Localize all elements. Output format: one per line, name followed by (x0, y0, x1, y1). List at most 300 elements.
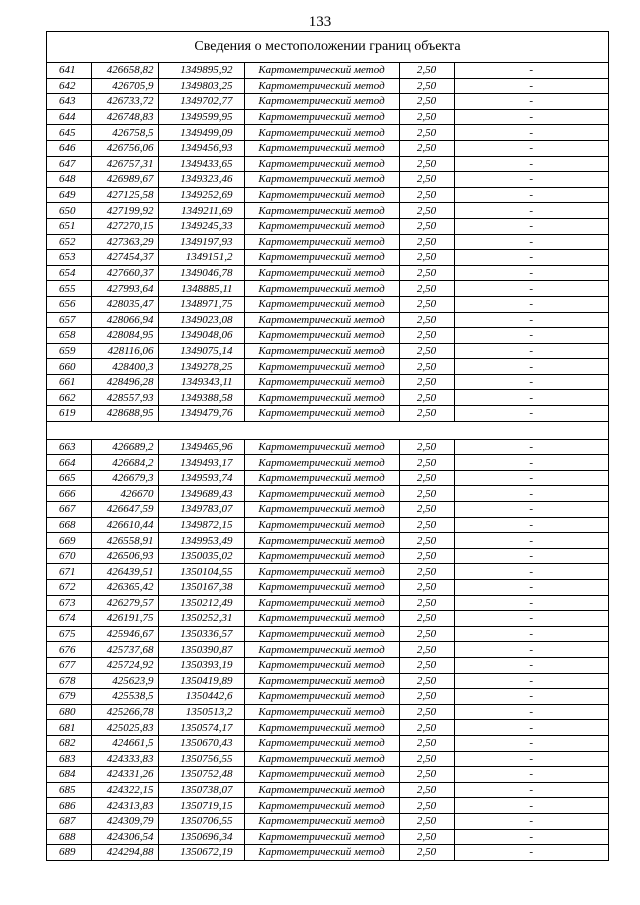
coord-y-cell: 1349323,46 (158, 172, 244, 188)
table-row (47, 78, 608, 94)
coord-x-cell: 425623,9 (91, 673, 158, 689)
method-cell: Картометрический метод (244, 829, 399, 845)
method-cell: Картометрический метод (244, 782, 399, 798)
description-cell: - (454, 125, 608, 141)
accuracy-cell: 2,50 (399, 470, 454, 486)
accuracy-cell: 2,50 (399, 234, 454, 250)
coord-y-cell: 1349046,78 (158, 265, 244, 281)
coord-y-cell: 1350574,17 (158, 720, 244, 736)
point-number-cell: 645 (47, 125, 91, 141)
coord-y-cell: 1350390,87 (158, 642, 244, 658)
method-cell: Картометрический метод (244, 564, 399, 580)
point-number-cell: 643 (47, 94, 91, 110)
point-number-cell: 680 (47, 704, 91, 720)
method-cell: Картометрический метод (244, 626, 399, 642)
description-cell: - (454, 564, 608, 580)
method-cell: Картометрический метод (244, 125, 399, 141)
point-number-cell: 674 (47, 611, 91, 627)
method-cell: Картометрический метод (244, 704, 399, 720)
coord-x-cell: 426748,83 (91, 109, 158, 125)
table-row (47, 533, 608, 549)
coord-x-cell: 426647,59 (91, 502, 158, 518)
accuracy-cell: 2,50 (399, 439, 454, 455)
description-cell: - (454, 611, 608, 627)
description-cell: - (454, 470, 608, 486)
description-cell: - (454, 234, 608, 250)
method-cell: Картометрический метод (244, 548, 399, 564)
accuracy-cell: 2,50 (399, 517, 454, 533)
method-cell: Картометрический метод (244, 767, 399, 783)
method-cell: Картометрический метод (244, 689, 399, 705)
table-row (47, 470, 608, 486)
coord-y-cell: 1349278,25 (158, 359, 244, 375)
coord-y-cell: 1349197,93 (158, 234, 244, 250)
description-cell: - (454, 548, 608, 564)
accuracy-cell: 2,50 (399, 782, 454, 798)
coord-y-cell: 1348971,75 (158, 296, 244, 312)
coord-y-cell: 1350252,31 (158, 611, 244, 627)
description-cell: - (454, 673, 608, 689)
method-cell: Картометрический метод (244, 673, 399, 689)
accuracy-cell: 2,50 (399, 657, 454, 673)
accuracy-cell: 2,50 (399, 63, 454, 78)
coord-y-cell: 1348885,11 (158, 281, 244, 297)
accuracy-cell: 2,50 (399, 94, 454, 110)
coord-x-cell: 428116,06 (91, 343, 158, 359)
accuracy-cell: 2,50 (399, 125, 454, 141)
method-cell: Картометрический метод (244, 203, 399, 219)
accuracy-cell: 2,50 (399, 829, 454, 845)
method-cell: Картометрический метод (244, 470, 399, 486)
coord-y-cell: 1349388,58 (158, 390, 244, 406)
point-number-cell: 649 (47, 187, 91, 203)
accuracy-cell: 2,50 (399, 845, 454, 860)
point-number-cell: 650 (47, 203, 91, 219)
method-cell: Картометрический метод (244, 265, 399, 281)
description-cell: - (454, 250, 608, 266)
coord-y-cell: 1349048,06 (158, 328, 244, 344)
coord-y-cell: 1350706,55 (158, 813, 244, 829)
table-row (47, 689, 608, 705)
description-cell: - (454, 642, 608, 658)
method-cell: Картометрический метод (244, 720, 399, 736)
table-row (47, 94, 608, 110)
table-row (47, 829, 608, 845)
coord-y-cell: 1349433,65 (158, 156, 244, 172)
accuracy-cell: 2,50 (399, 626, 454, 642)
coord-y-cell: 1350752,48 (158, 767, 244, 783)
table-row (47, 751, 608, 767)
description-cell: - (454, 829, 608, 845)
coord-y-cell: 1350696,34 (158, 829, 244, 845)
coord-y-cell: 1350442,6 (158, 689, 244, 705)
table-row (47, 156, 608, 172)
accuracy-cell: 2,50 (399, 328, 454, 344)
accuracy-cell: 2,50 (399, 751, 454, 767)
method-cell: Картометрический метод (244, 813, 399, 829)
coord-x-cell: 427199,92 (91, 203, 158, 219)
coord-y-cell: 1349493,17 (158, 455, 244, 471)
method-cell: Картометрический метод (244, 218, 399, 234)
coord-y-cell: 1349803,25 (158, 78, 244, 94)
method-cell: Картометрический метод (244, 78, 399, 94)
method-cell: Картометрический метод (244, 798, 399, 814)
method-cell: Картометрический метод (244, 156, 399, 172)
table-row (47, 218, 608, 234)
coord-y-cell: 1350756,55 (158, 751, 244, 767)
table-row (47, 250, 608, 266)
coord-x-cell: 425538,5 (91, 689, 158, 705)
coord-y-cell: 1349895,92 (158, 63, 244, 78)
point-number-cell: 664 (47, 455, 91, 471)
accuracy-cell: 2,50 (399, 689, 454, 705)
method-cell: Картометрический метод (244, 657, 399, 673)
coord-x-cell: 426365,42 (91, 580, 158, 596)
point-number-cell: 677 (47, 657, 91, 673)
point-number-cell: 668 (47, 517, 91, 533)
point-number-cell: 684 (47, 767, 91, 783)
method-cell: Картометрический метод (244, 250, 399, 266)
coord-y-cell: 1350719,15 (158, 798, 244, 814)
point-number-cell: 647 (47, 156, 91, 172)
method-cell: Картометрический метод (244, 533, 399, 549)
accuracy-cell: 2,50 (399, 140, 454, 156)
coordinates-table-body (47, 63, 608, 860)
accuracy-cell: 2,50 (399, 218, 454, 234)
coord-x-cell: 428557,93 (91, 390, 158, 406)
point-number-cell: 672 (47, 580, 91, 596)
table-row (47, 125, 608, 141)
description-cell: - (454, 486, 608, 502)
method-cell: Картометрический метод (244, 486, 399, 502)
coord-x-cell: 425025,83 (91, 720, 158, 736)
accuracy-cell: 2,50 (399, 502, 454, 518)
accuracy-cell: 2,50 (399, 187, 454, 203)
coord-x-cell: 427125,58 (91, 187, 158, 203)
table-row (47, 486, 608, 502)
method-cell: Картометрический метод (244, 735, 399, 751)
method-cell: Картометрический метод (244, 234, 399, 250)
description-cell: - (454, 439, 608, 455)
coord-y-cell: 1349872,15 (158, 517, 244, 533)
point-number-cell: 654 (47, 265, 91, 281)
description-cell: - (454, 296, 608, 312)
coord-x-cell: 427993,64 (91, 281, 158, 297)
accuracy-cell: 2,50 (399, 798, 454, 814)
coord-y-cell: 1349151,2 (158, 250, 244, 266)
table-row (47, 455, 608, 471)
accuracy-cell: 2,50 (399, 595, 454, 611)
description-cell: - (454, 265, 608, 281)
table-row (47, 798, 608, 814)
point-number-cell: 669 (47, 533, 91, 549)
method-cell: Картометрический метод (244, 642, 399, 658)
table-row (47, 782, 608, 798)
description-cell: - (454, 767, 608, 783)
description-cell: - (454, 156, 608, 172)
method-cell: Картометрический метод (244, 109, 399, 125)
point-number-cell: 676 (47, 642, 91, 658)
coord-x-cell: 426279,57 (91, 595, 158, 611)
coord-x-cell: 426670 (91, 486, 158, 502)
coord-y-cell: 1349689,43 (158, 486, 244, 502)
coord-x-cell: 426439,51 (91, 564, 158, 580)
coord-x-cell: 426610,44 (91, 517, 158, 533)
point-number-cell: 678 (47, 673, 91, 689)
table-row (47, 704, 608, 720)
description-cell: - (454, 374, 608, 390)
description-cell: - (454, 735, 608, 751)
description-cell: - (454, 845, 608, 860)
point-number-cell: 655 (47, 281, 91, 297)
table-row (47, 234, 608, 250)
coord-y-cell: 1350035,02 (158, 548, 244, 564)
point-number-cell: 648 (47, 172, 91, 188)
point-number-cell: 646 (47, 140, 91, 156)
coord-x-cell: 428496,28 (91, 374, 158, 390)
coord-x-cell: 427454,37 (91, 250, 158, 266)
coord-y-cell: 1349593,74 (158, 470, 244, 486)
coord-x-cell: 426506,93 (91, 548, 158, 564)
accuracy-cell: 2,50 (399, 720, 454, 736)
coord-x-cell: 426705,9 (91, 78, 158, 94)
description-cell: - (454, 406, 608, 422)
accuracy-cell: 2,50 (399, 486, 454, 502)
accuracy-cell: 2,50 (399, 564, 454, 580)
table-row (47, 343, 608, 359)
method-cell: Картометрический метод (244, 63, 399, 78)
point-number-cell: 663 (47, 439, 91, 455)
description-cell: - (454, 328, 608, 344)
description-cell: - (454, 533, 608, 549)
coord-y-cell: 1350212,49 (158, 595, 244, 611)
method-cell: Картометрический метод (244, 281, 399, 297)
accuracy-cell: 2,50 (399, 281, 454, 297)
point-number-cell: 651 (47, 218, 91, 234)
coord-x-cell: 426989,67 (91, 172, 158, 188)
table-row (47, 845, 608, 860)
coord-x-cell: 424313,83 (91, 798, 158, 814)
accuracy-cell: 2,50 (399, 359, 454, 375)
accuracy-cell: 2,50 (399, 767, 454, 783)
coord-x-cell: 425737,68 (91, 642, 158, 658)
method-cell: Картометрический метод (244, 502, 399, 518)
method-cell: Картометрический метод (244, 751, 399, 767)
method-cell: Картометрический метод (244, 312, 399, 328)
method-cell: Картометрический метод (244, 374, 399, 390)
method-cell: Картометрический метод (244, 296, 399, 312)
coord-x-cell: 428084,95 (91, 328, 158, 344)
point-number-cell: 671 (47, 564, 91, 580)
coord-y-cell: 1349211,69 (158, 203, 244, 219)
table-row (47, 517, 608, 533)
coord-x-cell: 424331,26 (91, 767, 158, 783)
table-row (47, 564, 608, 580)
method-cell: Картометрический метод (244, 390, 399, 406)
point-number-cell: 653 (47, 250, 91, 266)
coord-x-cell: 427270,15 (91, 218, 158, 234)
point-number-cell: 657 (47, 312, 91, 328)
table-row (47, 406, 608, 422)
description-cell: - (454, 390, 608, 406)
point-number-cell: 661 (47, 374, 91, 390)
point-number-cell: 666 (47, 486, 91, 502)
description-cell: - (454, 63, 608, 78)
description-cell: - (454, 94, 608, 110)
point-number-cell: 685 (47, 782, 91, 798)
coord-x-cell: 428035,47 (91, 296, 158, 312)
coord-y-cell: 1349479,76 (158, 406, 244, 422)
coord-x-cell: 428400,3 (91, 359, 158, 375)
point-number-cell: 658 (47, 328, 91, 344)
coord-y-cell: 1349499,09 (158, 125, 244, 141)
point-number-cell: 670 (47, 548, 91, 564)
table-row (47, 203, 608, 219)
point-number-cell: 652 (47, 234, 91, 250)
coord-y-cell: 1350104,55 (158, 564, 244, 580)
description-cell: - (454, 187, 608, 203)
table-row (47, 735, 608, 751)
boundary-table-frame (46, 31, 609, 861)
coord-y-cell: 1350672,19 (158, 845, 244, 860)
coord-y-cell: 1349783,07 (158, 502, 244, 518)
table-row (47, 595, 608, 611)
description-cell: - (454, 281, 608, 297)
point-number-cell: 686 (47, 798, 91, 814)
coord-y-cell: 1349465,96 (158, 439, 244, 455)
table-row (47, 359, 608, 375)
description-cell: - (454, 172, 608, 188)
description-cell: - (454, 502, 608, 518)
coord-y-cell: 1350336,57 (158, 626, 244, 642)
accuracy-cell: 2,50 (399, 265, 454, 281)
accuracy-cell: 2,50 (399, 735, 454, 751)
method-cell: Картометрический метод (244, 328, 399, 344)
coord-y-cell: 1350670,43 (158, 735, 244, 751)
coord-x-cell: 424333,83 (91, 751, 158, 767)
accuracy-cell: 2,50 (399, 406, 454, 422)
coord-x-cell: 428066,94 (91, 312, 158, 328)
table-row (47, 502, 608, 518)
description-cell: - (454, 720, 608, 736)
coord-y-cell: 1349953,49 (158, 533, 244, 549)
description-cell: - (454, 455, 608, 471)
point-number-cell: 679 (47, 689, 91, 705)
coord-x-cell: 426689,2 (91, 439, 158, 455)
coord-x-cell: 425266,78 (91, 704, 158, 720)
description-cell: - (454, 359, 608, 375)
method-cell: Картометрический метод (244, 439, 399, 455)
point-number-cell: 667 (47, 502, 91, 518)
method-cell: Картометрический метод (244, 595, 399, 611)
accuracy-cell: 2,50 (399, 250, 454, 266)
accuracy-cell: 2,50 (399, 642, 454, 658)
table-row (47, 767, 608, 783)
method-cell: Картометрический метод (244, 517, 399, 533)
table-row (47, 580, 608, 596)
section-separator-row (47, 421, 608, 439)
coord-x-cell: 425724,92 (91, 657, 158, 673)
table-row (47, 296, 608, 312)
accuracy-cell: 2,50 (399, 813, 454, 829)
method-cell: Картометрический метод (244, 172, 399, 188)
table-row (47, 548, 608, 564)
description-cell: - (454, 751, 608, 767)
accuracy-cell: 2,50 (399, 78, 454, 94)
method-cell: Картометрический метод (244, 140, 399, 156)
coord-y-cell: 1349023,08 (158, 312, 244, 328)
point-number-cell: 659 (47, 343, 91, 359)
accuracy-cell: 2,50 (399, 580, 454, 596)
description-cell: - (454, 312, 608, 328)
coord-y-cell: 1350738,07 (158, 782, 244, 798)
coord-x-cell: 426756,06 (91, 140, 158, 156)
point-number-cell: 681 (47, 720, 91, 736)
coord-y-cell: 1350419,89 (158, 673, 244, 689)
accuracy-cell: 2,50 (399, 312, 454, 328)
accuracy-cell: 2,50 (399, 704, 454, 720)
table-row (47, 328, 608, 344)
point-number-cell: 688 (47, 829, 91, 845)
coord-x-cell: 425946,67 (91, 626, 158, 642)
table-row (47, 140, 608, 156)
coord-x-cell: 426757,31 (91, 156, 158, 172)
coord-x-cell: 426679,3 (91, 470, 158, 486)
coord-x-cell: 427363,29 (91, 234, 158, 250)
accuracy-cell: 2,50 (399, 203, 454, 219)
description-cell: - (454, 704, 608, 720)
coordinates-table (47, 63, 608, 860)
description-cell: - (454, 580, 608, 596)
description-cell: - (454, 109, 608, 125)
coord-x-cell: 424661,5 (91, 735, 158, 751)
point-number-cell: 641 (47, 63, 91, 78)
point-number-cell: 689 (47, 845, 91, 860)
point-number-cell: 644 (47, 109, 91, 125)
description-cell: - (454, 782, 608, 798)
accuracy-cell: 2,50 (399, 156, 454, 172)
point-number-cell: 665 (47, 470, 91, 486)
table-row (47, 439, 608, 455)
point-number-cell: 660 (47, 359, 91, 375)
table-title: Сведения о местоположении границ объекта (47, 32, 608, 63)
table-row (47, 187, 608, 203)
method-cell: Картометрический метод (244, 94, 399, 110)
table-row (47, 109, 608, 125)
coord-x-cell: 426733,72 (91, 94, 158, 110)
description-cell: - (454, 798, 608, 814)
accuracy-cell: 2,50 (399, 533, 454, 549)
table-row (47, 172, 608, 188)
coord-x-cell: 424322,15 (91, 782, 158, 798)
point-number-cell: 682 (47, 735, 91, 751)
coord-y-cell: 1349456,93 (158, 140, 244, 156)
coord-x-cell: 424306,54 (91, 829, 158, 845)
accuracy-cell: 2,50 (399, 390, 454, 406)
coord-x-cell: 427660,37 (91, 265, 158, 281)
description-cell: - (454, 626, 608, 642)
table-row (47, 720, 608, 736)
point-number-cell: 642 (47, 78, 91, 94)
table-row (47, 626, 608, 642)
coord-x-cell: 428688,95 (91, 406, 158, 422)
coord-x-cell: 426558,91 (91, 533, 158, 549)
table-row (47, 657, 608, 673)
table-row (47, 374, 608, 390)
table-row (47, 813, 608, 829)
description-cell: - (454, 343, 608, 359)
coord-y-cell: 1349343,11 (158, 374, 244, 390)
